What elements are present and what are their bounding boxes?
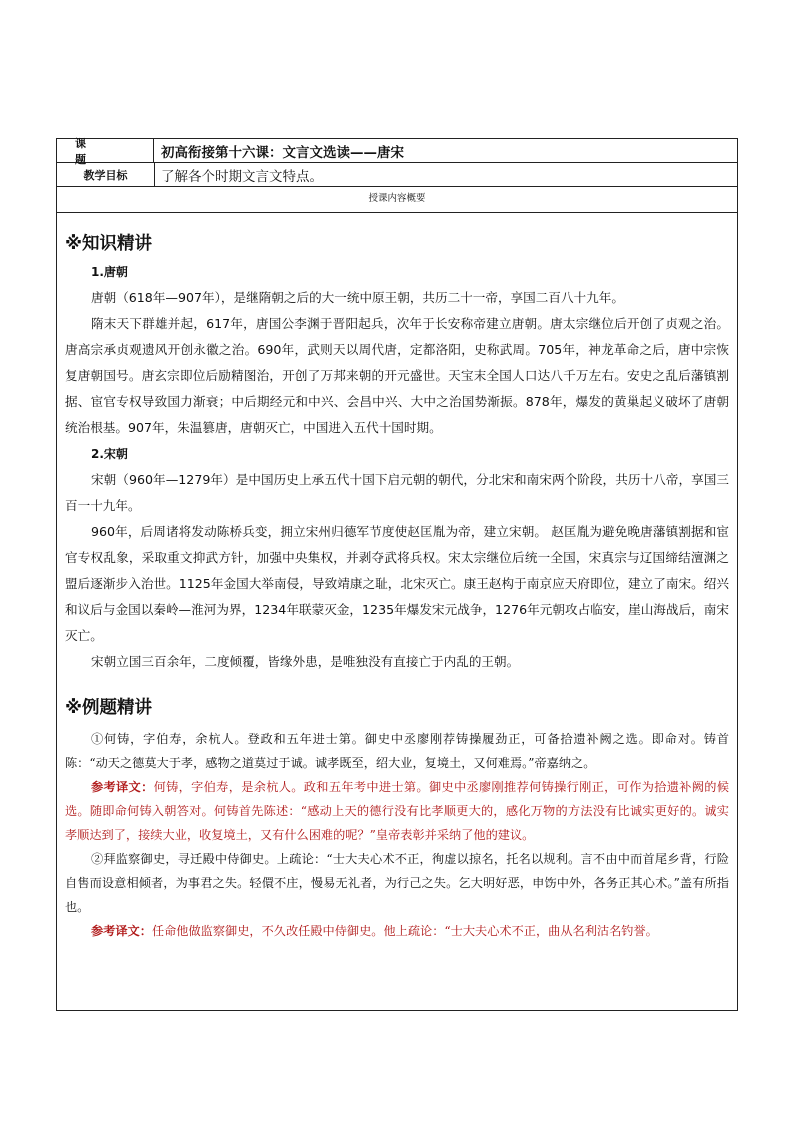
translation-text	[65, 919, 729, 943]
goal-row	[57, 163, 737, 187]
song-section-title: 2.宋朝	[91, 447, 128, 461]
tang-paragraph: 隋末天下群雄并起，617年，唐国公李渊于晋阳起兵，次年于长安称帝建立唐朝。唐太宗继位后开创了贞观之治。唐高宗承贞观遗风开创永徽之治。690年，武则天以周代唐，定都洛阳，史称武周。705年，神龙革命之后，唐中宗恢复唐朝国号。唐玄宗即位后励精图治，开创了万邦来朝的开元盛世。天宝末全国人口达八千万左右。安史之乱后藩镇割据、宦官专权导致国力渐衰；中后期经元和中兴、会昌中兴、大中之治国势渐振。878年，爆发的黄巢起义破坏了唐朝统治根基。907年，朱温篡唐，唐朝灭亡，中国进入五代十国时期。	[65, 316, 729, 435]
topic-value: 初高衔接第十六课：文言文选读——唐宋	[161, 144, 404, 161]
lesson-table	[56, 138, 738, 1011]
tang-section-title: 1.唐朝	[91, 265, 128, 279]
topic-label: 课 题	[57, 139, 154, 162]
goal-value: 了解各个时期文言文特点。	[161, 168, 323, 185]
overview-title: 授课内容概要	[368, 193, 426, 204]
overview-row	[57, 187, 737, 213]
topic-row	[57, 136, 737, 166]
song-paragraph: 宋朝立国三百余年，二度倾覆，皆缘外患，是唯独没有直接亡于内乱的王朝。	[91, 654, 520, 669]
translation-body: 任命他做监察御史，不久改任殿中侍御史。他上疏论：“士大夫心术不正，曲从名利沽名钓誉。	[151, 924, 658, 938]
content-body	[65, 229, 729, 943]
goal-label: 教学目标	[57, 163, 155, 186]
example-text: ②拜监察御史，寻迁殿中侍御史。上疏论：“士大夫心术不正，徇虚以掠名，托名以规利。言不由中而首尾乡背，行险自售而设意相倾者，为事君之失。轻儇不庄，慢易无礼者，为行己之失。乞大明好恶，申饬中外，各务正其心术。”盖有所指也。	[65, 852, 729, 914]
translation-body: 何铸，字伯寿，是余杭人。政和五年考中进士第。御史中丞廖刚推荐何铸操行刚正，可作为拾遗补阙的候选。随即命何铸入朝答对。何铸首先陈述：“感动上天的德行没有比孝顺更大的，感化万物的方法没有比诚实更好的。诚实孝顺达到了，接续大业，收复境土，又有什么困难的呢？”皇帝表彰并采纳了他的建议。	[65, 780, 730, 842]
knowledge-heading: ※知识精讲	[65, 234, 153, 254]
translation-label: 参考译文：	[91, 924, 152, 938]
example-text: ①何铸，字伯寿，余杭人。登政和五年进士第。御史中丞廖刚荐铸操履劲正，可备拾遗补阙之选。即命对。铸首陈：“动天之德莫大于孝，感物之道莫过于诚。诚孝既至，绍大业，复境土，又何难焉。”帝嘉纳之。	[65, 732, 729, 770]
song-paragraph: 960年，后周诸将发动陈桥兵变，拥立宋州归德军节度使赵匡胤为帝，建立宋朝。 赵匡胤为避免晚唐藩镇割据和宦官专权乱象，采取重文抑武方针，加强中央集权，并剥夺武将兵权。宋太宗继位后统一全国，宋真宗与辽国缔结澶渊之盟后逐渐步入治世。1125年金国大举南侵，导致靖康之耻，北宋灭亡。康王赵构于南京应天府即位，建立了南宋。绍兴和议后与金国以秦岭—淮河为界，1234年联蒙灭金，1235年爆发宋元战争，1276年元朝攻占临安，崖山海战后，南宋灭亡。	[65, 524, 729, 643]
examples-heading: ※例题精讲	[65, 698, 153, 718]
translation-text	[65, 775, 729, 847]
song-paragraph: 宋朝（960年—1279年）是中国历史上承五代十国下启元朝的朝代，分北宋和南宋两个阶段，共历十八帝，享国三百一十九年。	[65, 472, 729, 513]
tang-paragraph: 唐朝（618年—907年），是继隋朝之后的大一统中原王朝，共历二十一帝，享国二百八十九年。	[91, 290, 624, 305]
translation-label: 参考译文：	[91, 780, 154, 794]
